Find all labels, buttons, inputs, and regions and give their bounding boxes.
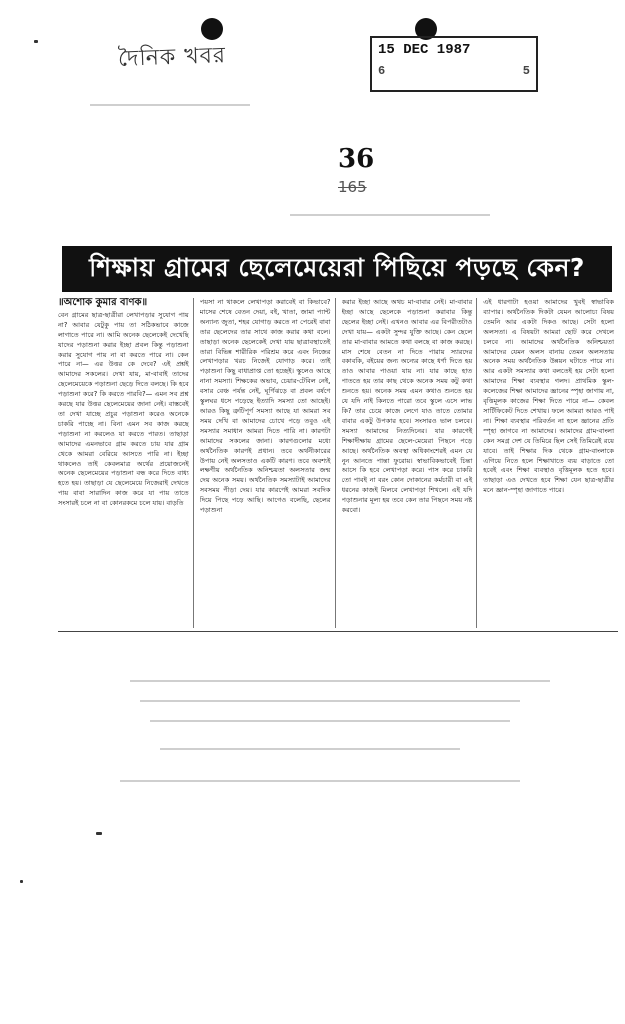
punch-hole-left [201,18,223,40]
faint-scan-line [90,104,250,106]
scan-speck [20,880,23,883]
faint-scan-line [120,780,520,782]
article-column-1 [58,298,194,628]
stamp-date: 15 DEC 1987 [378,42,471,58]
stamp-column: 5 [522,64,530,78]
stamp-page: 6 [378,64,386,78]
column-text: করার ইচ্ছা আছে অথচ মা-বাবার নেই। মা-বাবার ইচ্ছা আছে ছেলেকে পড়াশুনা করাবার কিন্তু ছেলের ইচ্ছা নেই। এখনও আবার এর বিপরীতটাও দেখা যায়— একটা সুন্দর যুক্তি আছে। কেন ছেলে তার মা-বাবার আমতে কথা বলছে বা কাজ করছে। মাস শেষে বেতন না দিতে পারায় স্যারদের বকাবকি, বইয়ের জন্য অন্যের কাছে ধর্ণা দিতে হয় তাও আবার পাওয়া যায় না। যার কাছে হাত পাততে হয় তার কাছ থেকে অনেক সময় কটু কথা শুনতে হয়। অনেক সময় এমন কথাও শুনতে হয় যে যদি নাই কিনতে পারো তবে স্কুলে এসে লাভ কি? তার চেয়ে কাজে লেগে যাও তাতে তোমার বাবার একটু উপকার হবে। সংসারও ভাল চলবে। সমস্যা আমাদের নিত্যদিনের। যার কারণেই শিক্ষাদীক্ষায় গ্রামের ছেলে-মেয়েরা পিছনে পড়ে আছে। অর্থনৈতিক অবস্থা অধিকাংশেরই এমন যে নুন আনতে পান্তা ফুরোয়। স্বাভাবিকভাবেই চিন্তা আসে কি হবে লেখাপড়া করে। পাস করে চাকরি তো পাবই না বরং কোন দোকানের কর্মচারী বা এই ধরনের কাজই মিলবে লেখাপড়া শিখলে। এই যদি পড়াশুনার মূল্য হয় তবে কেন তার পিছনে সময় নষ্ট করবো। [341,298,473,515]
page-number: 36 [338,144,375,174]
scan-speck [96,832,102,835]
article-column-2 [200,298,336,628]
article-column-4 [483,298,618,628]
faint-scan-line [130,680,550,682]
faint-scan-line [160,748,460,750]
faint-scan-line [150,720,510,722]
article-column-3 [342,298,478,628]
article-byline: ॥অশোক কুমার বণিক॥ [58,298,148,308]
date-stamp [370,36,538,92]
column-text: বেন গ্রামের ছাত্র-ছাত্রীরা লেখাপড়ার সুযোগ পায় না? আবার যেটুকু পায় তা সঠিকভাবে কাজে লাগাতে পারে না। আমি অনেক ছেলেকেই দেখেছি যাদের পড়াশুনা করার ইচ্ছা প্রবল কিন্তু পড়াশুনা করার সুযোগ পায় না বা করতে পারে না। কেন পারে না— এর উত্তর কে দেবে? এই প্রশ্নই আমাদের সকলের। দেখা যায়, মা-বাবাই তাদের ছেলেমেয়েকে পড়াশুনা ছেড়ে দিতে বলছে। কি হবে পড়াশুনা করে? কি করতে পারবি?— এমন সব প্রশ্ন করছে যার উত্তর ছেলেমেয়ের জানা নেই। বাস্তবেই তা দেখা যাচ্ছে প্রচুর পড়াশুনা করেও অনেকে চাকরি পাচ্ছে না। বিনা এমন সব কাজ করছে পড়াশুনা না করলেও যা করতে পারত। তাছাড়া আমাদের এমনভাবে গ্রাম করতে চায় যার গ্রাম থেকে আমরা বেরিয়ে আসতে পারি না। ইচ্ছা থাকলেও তাই কেবলমাত্র অর্থের প্রয়োজনেই অনেক ছেলেমেয়ের পড়াশুনা বন্ধ করে দিতে বাধ্য হতে হয়। তাছাড়া যে ছেলেমেয়ে নিজেরাই দেখতে পায় বাবা সারাদিন কাজ করে যা পায় তাতে সংসারই চলে না বা কোনরকমে চলে যায়। বাড়তি [58,310,189,508]
column-text: পয়সা না থাকলে লেখাপড়া করাবেই বা কিভাবে? মাসের শেষে বেতন দেয়া, বই, খাতা, জামা প্যান্ট অন্যান্য জুতা, শহর যোগাড় করতে না পেরেই বাবা তার ছেলেদের তার সাথে কাজ করার কথা বলে। তাছাড়া অনেক ছেলেকেই দেখা যায় ছাত্রাবস্থাতেই তারা বিভিন্ন শারীরিক পরিশ্রম করে এবং নিজের লেখাপড়ার খরচ নিজেই যোগাড় করে। তাই পড়াশুনা কিছু বাধাপ্রাপ্ত তো হচ্ছেই। স্কুলেও আছে নানা সমস্যা। শিক্ষকের অভাব, চেয়ার-টেবিল নেই, বসার বেঞ্চ পর্যন্ত নেই, ঘূর্ণিঝড়ে বা প্রবল বর্ষণে স্কুলঘর ধসে পড়েছে ইত্যাদি সমস্যা তো আছেই। আরও কিছু ত্রুটিপূর্ণ সমস্যা আছে যা আমরা সব সময় দেখি বা আমাদের চোখে পড়ে তবুও এই সমস্যার সমাধান আমরা দিতে পারি না। কারণটা আমাদের সকলের জানা। কারণগুলোর মধ্যে অর্থনৈতিক কারণই প্রধান। তবে অর্থনীকারের উপায় নেই অলসতাও একটি কারণ। তবে অবশ্যই লক্ষণীয় অর্থনৈতিক অনিশ্চয়তা অলসতার জন্ম দেয় অনেক সময়। অর্থনৈতিক সমস্যাটাই আমাদের সবসময় পীড়া দেয়। যার কারণেই আমরা সবদিক দিয়ে পিছে পড়ে আছি। আগেও বলেছি, ছেলের পড়াশুনা [199,298,331,515]
scan-speck [34,40,38,43]
article-body [58,298,618,628]
faint-scan-line [140,700,520,702]
faint-scan-line [290,214,490,216]
column-text: এই ধারণাটা হওয়া আমাদের খুবই স্বাভাবিক ব্যাপার। অর্থনৈতিক দিকটা যেমন আলোচ্য বিষয় তেমনি আর একটা দিকও আছে। সেটা হলো অলসতা। এ বিষয়টা আমরা ছোট করে দেখলে চলবে না। আমাদের অর্থনৈতিক অনিশ্চয়তা আমাদের যেমন অলস বানায় তেমন অলসতায় অনেক সময় অর্থনৈতিক উন্নয়ন ঘটাতে পারে না। আর একটা সমস্যার কথা বলতেই হয় সেটা হলো আমাদের শিক্ষা ব্যবস্থার গলদ। প্রাথমিক স্কুল-কলেজের শিক্ষা আমাদের জ্ঞানের স্পৃহা জাগায় না, বৃত্তিমূলক কাজের শিক্ষা দিতে পারে না— কেবল সার্টিফিকেট দিতে শেখায়। ফলে আমরা আরও পাই না। শিক্ষা ব্যবস্থার পরিবর্তন না হলে জ্ঞানের প্রতি স্পৃহা জাগবে না আমাদের। আমাদের গ্রাম-বাংলা কেন সমগ্র দেশ যে তিমিরে ছিল সেই তিমিরেই রয়ে যাবে। তাই শিক্ষার দিক থেকে গ্রাম-বাংলাকে এগিয়ে নিতে হলে শিক্ষাখাতে ব্যয় বাড়াতে তো হবেই এবং শিক্ষা ব্যবস্থাও বৃত্তিমূলক হতে হবে। তাছাড়া এও দেখতে হবে শিক্ষা যেন ছাত্র-ছাত্রীর মনে জ্ঞান-স্পৃহা জাগাতে পারে। [483,298,614,495]
sub-number: 165 [338,178,367,196]
newspaper-name-handwritten: দৈনিক খবর [117,43,227,72]
article-headline: শিক্ষায় গ্রামের ছেলেমেয়েরা পিছিয়ে পড়ছে কেন? [62,246,612,292]
newspaper-clipping [58,240,618,632]
